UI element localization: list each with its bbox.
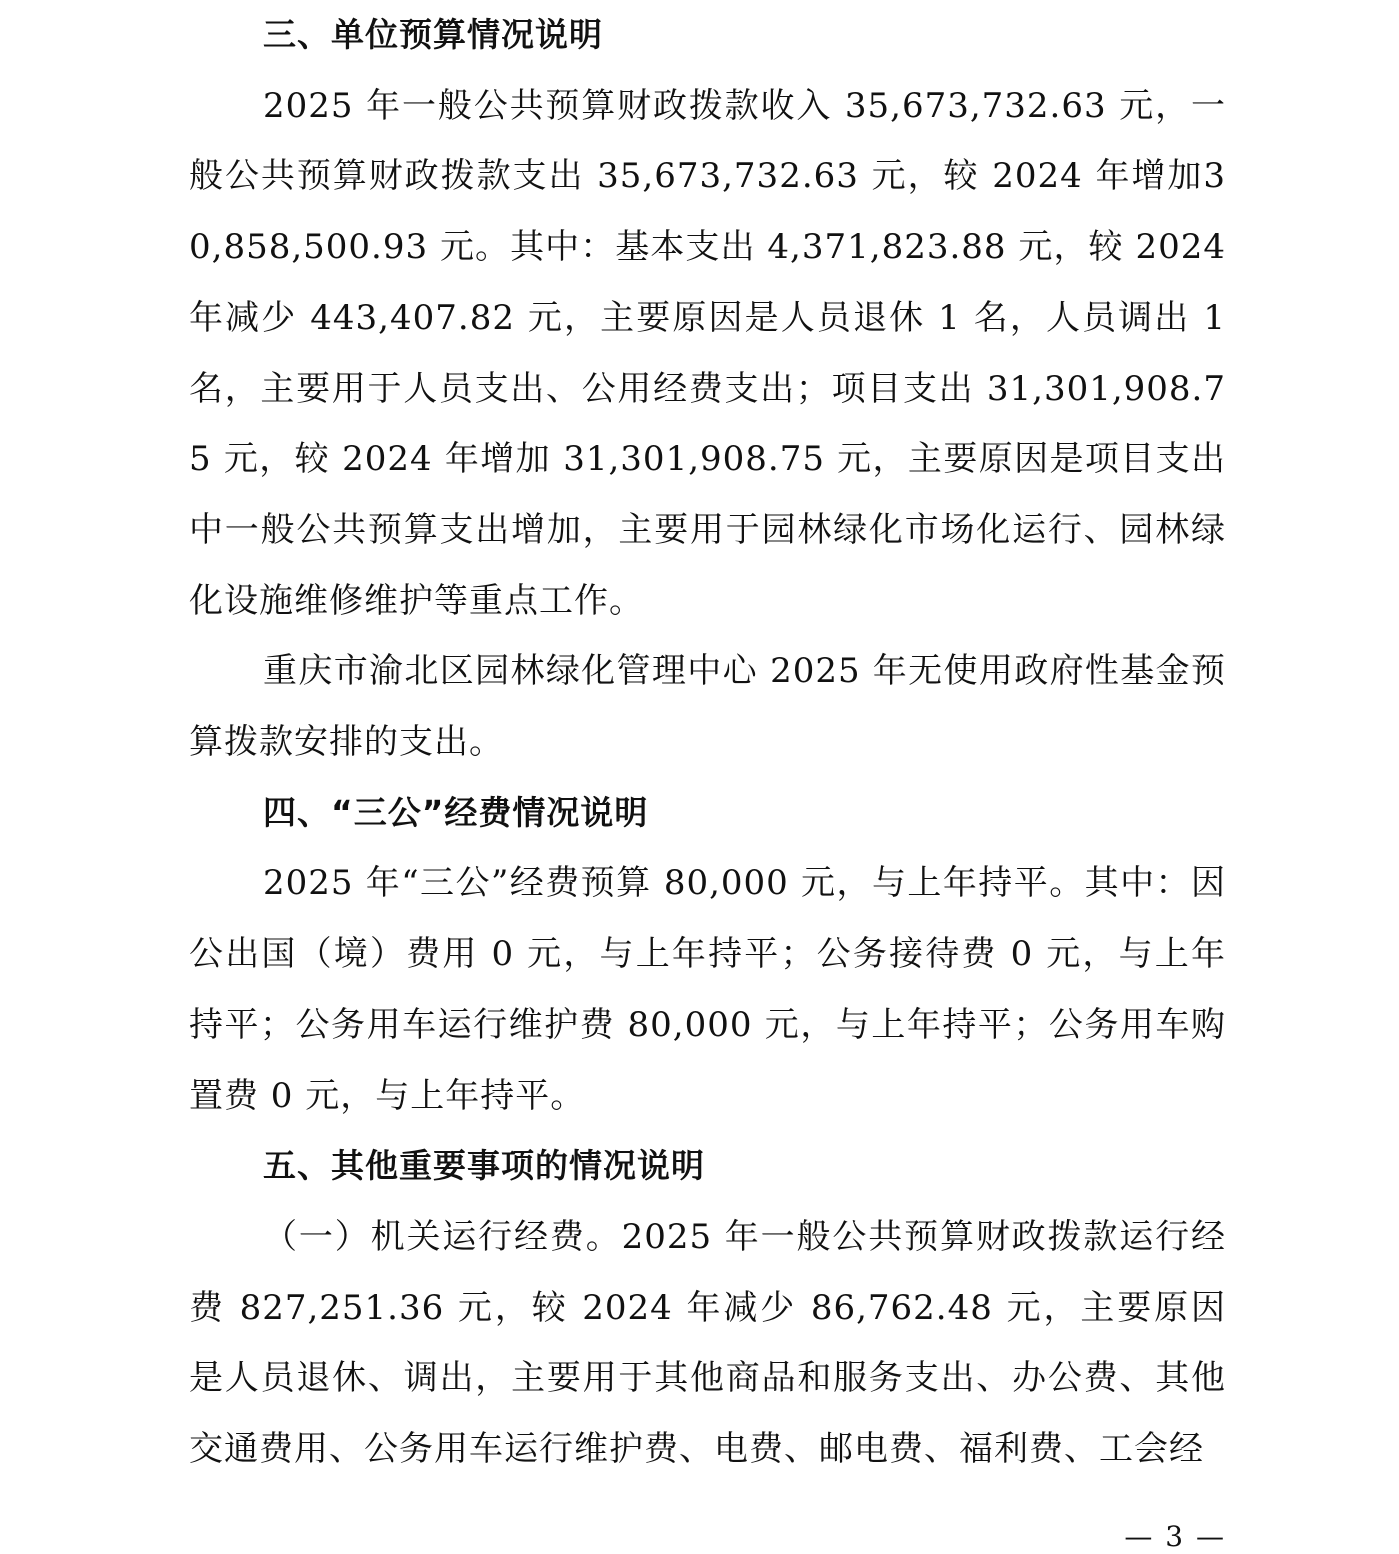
paragraph-operating-expenses: （一）机关运行经费。2025 年一般公共预算财政拨款运行经费 827,251.36 元，较 2024 年减少 86,762.48 元，主要原因是人员退休、调出，主要用于其他商品和服务支出、办公费、其他交通费用、公务用车运行维护费、电费、邮电费、福利费、工会经 (189, 1216, 1226, 1470)
section-heading-three-public-expenses: 四、“三公”经费情况说明 (263, 792, 649, 832)
section-heading-unit-budget: 三、单位预算情况说明 (263, 15, 603, 54)
paragraph-three-public-expenses: 2025 年“三公”经费预算 80,000 元，与上年持平。其中：因公出国（境）费用 0 元，与上年持平；公务接待费 0 元，与上年持平；公务用车运行维护费 80,000 元，与上年持平；公务用车购置费 0 元，与上年持平。 (189, 863, 1226, 1116)
page-number: — 3 — (1124, 1520, 1226, 1553)
paragraph-government-fund: 重庆市渝北区园林绿化管理中心 2025 年无使用政府性基金预算拨款安排的支出。 (189, 651, 1226, 763)
section-heading-other-matters: 五、其他重要事项的情况说明 (263, 1146, 705, 1186)
paragraph-general-budget: 2025 年一般公共预算财政拨款收入 35,673,732.63 元，一般公共预算财政拨款支出 35,673,732.63 元，较 2024 年增加30,858,500.93 元。其中：基本支出 4,371,823.88 元，较 2024 年减少 443,407.82 元，主要原因是人员退休 1 名，人员调出 1 名，主要用于人员支出、公用经费支出；项目支出 31,301,908.75 元，较 2024 年增加 31,301,908.75 元，主要原因是项目支出中一般公共预算支出增加，主要用于园林绿化市场化运行、园林绿化设施维修维护等重点工作。 (189, 85, 1226, 621)
document-body (189, 0, 1226, 1485)
